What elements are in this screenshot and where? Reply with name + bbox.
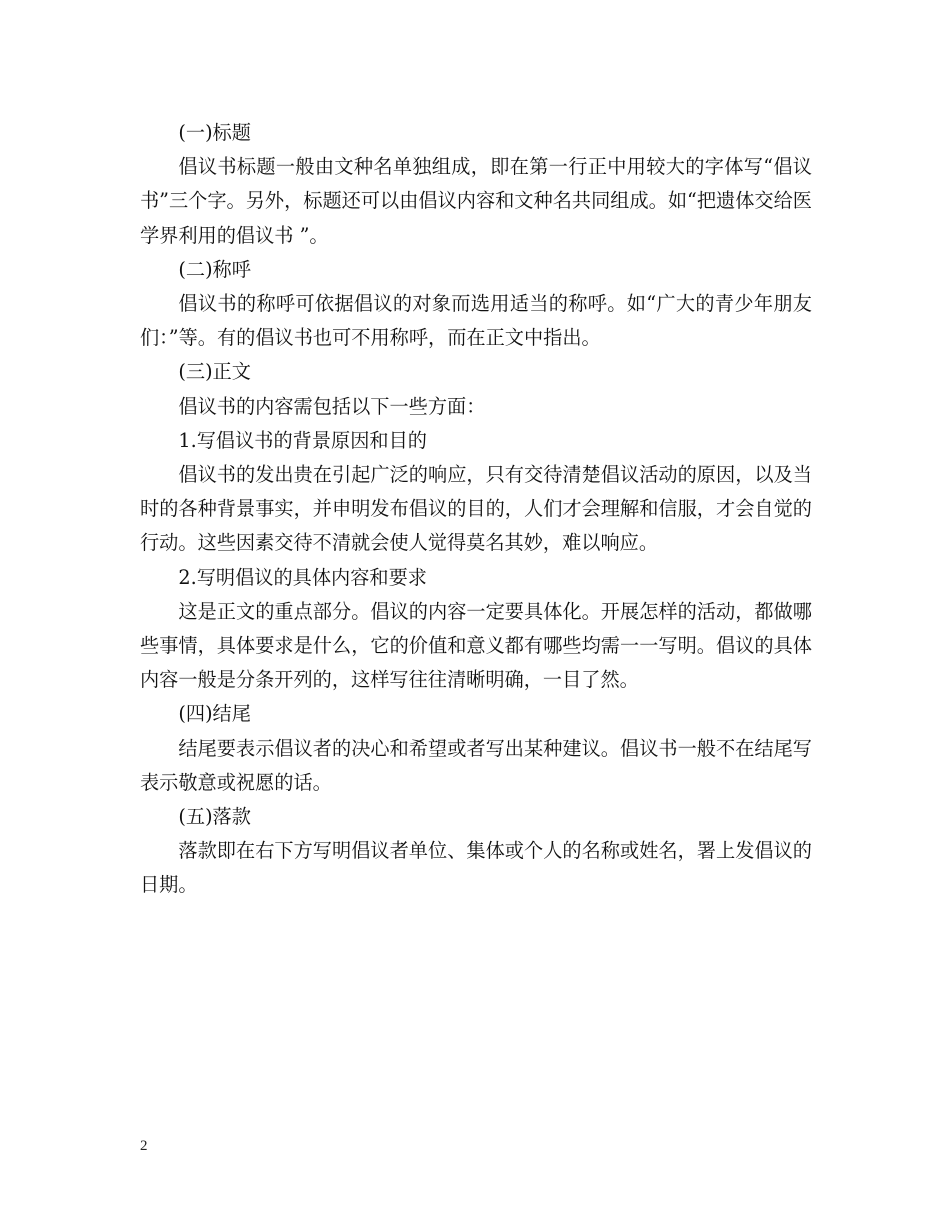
- section-heading-ending: (四)结尾: [178, 702, 251, 726]
- subheading-content: 2.写明倡议的具体内容和要求: [178, 565, 427, 589]
- document-body: [140, 116, 812, 903]
- page-number: 2: [140, 1138, 148, 1154]
- section-heading-body: (三)正文: [178, 360, 251, 384]
- section-heading-salutation: (二)称呼: [178, 257, 251, 281]
- section-heading-title: (一)标题: [178, 121, 251, 144]
- paragraph-ending-desc: 结尾要表示倡议者的决心和希望或者写出某种建议。倡议书一般不在结尾写表示敬意或祝愿的话。: [140, 736, 812, 794]
- paragraph-signature-desc: 落款即在右下方写明倡议者单位、集体或个人的名称或姓名，署上发倡议的日期。: [140, 839, 812, 897]
- subheading-background: 1.写倡议书的背景原因和目的: [178, 428, 427, 452]
- paragraph-background-desc: 倡议书的发出贵在引起广泛的响应，只有交待清楚倡议活动的原因，以及当时的各种背景事实，并申明发布倡议的目的，人们才会理解和信服，才会自觉的行动。这些因素交待不清就会使人觉得莫名其妙，难以响应。: [140, 463, 812, 555]
- paragraph-salutation-desc: 倡议书的称呼可依据倡议的对象而选用适当的称呼。如“广大的青少年朋友们：”等。有的倡议书也可不用称呼，而在正文中指出。: [140, 292, 812, 350]
- paragraph-title-desc: 倡议书标题一般由文种名单独组成，即在第一行正中用较大的字体写“倡议书”三个字。另外，标题还可以由倡议内容和文种名共同组成。如“把遗体交给医学界利用的倡议书 ”。: [140, 155, 812, 247]
- section-heading-signature: (五)落款: [178, 805, 251, 829]
- body-intro-line: 倡议书的内容需包括以下一些方面：: [178, 394, 486, 418]
- paragraph-content-desc: 这是正文的重点部分。倡议的内容一定要具体化。开展怎样的活动，都做哪些事情，具体要求是什么，它的价值和意义都有哪些均需一一写明。倡议的具体内容一般是分条开列的，这样写往往清晰明确，一目了然。: [140, 599, 812, 692]
